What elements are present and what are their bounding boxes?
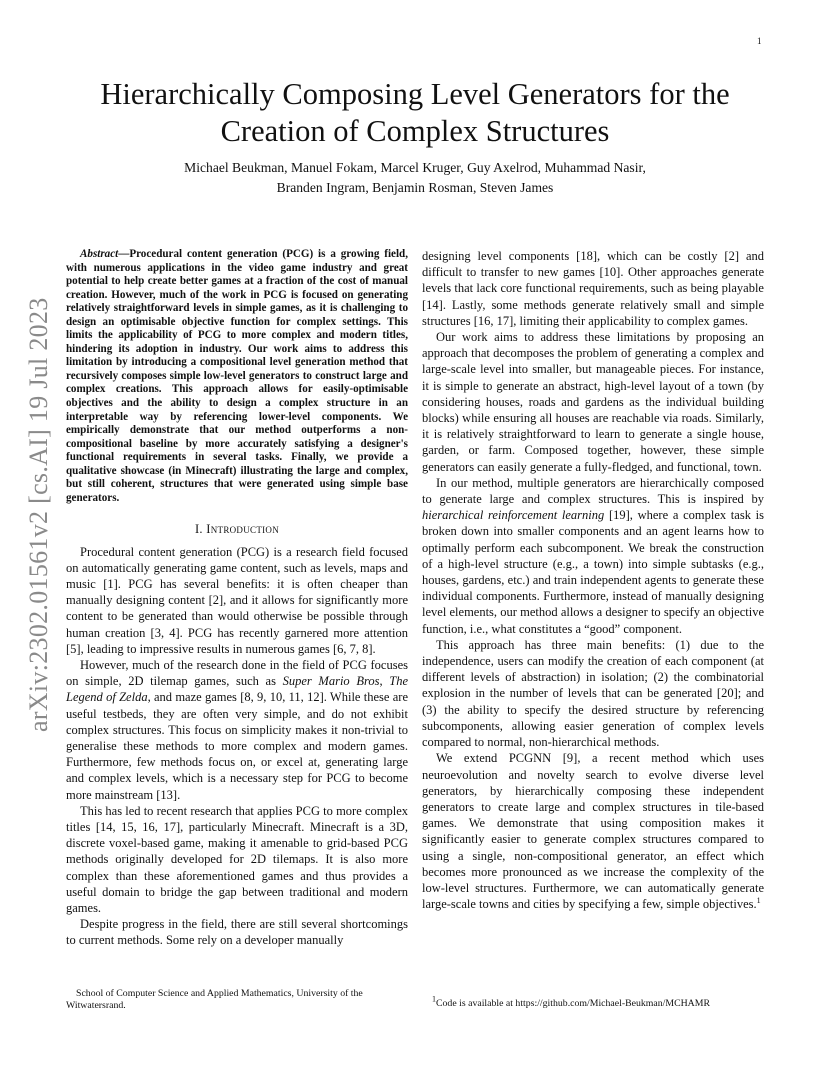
- intro-paragraph-1: Procedural content generation (PCG) is a research field focused on automatically generating game content, such as levels, maps and music [1]. PCG has several benefits: it is often cheaper than manually designing content [2], and it allows for significantly more content to be generated than would otherwise be possible through human creation [3, 4]. PCG has recently garnered more attention [5], leading to impressive results in numerous games [6, 7, 8].: [66, 544, 408, 656]
- author-line-2: Branden Ingram, Benjamin Rosman, Steven James: [276, 180, 554, 195]
- abstract-text: Procedural content generation (PCG) is a growing field, with numerous applications in the video game industry and great potential to help create better games at a fraction of the cost of manual creation. However, much of the work in PCG is focused on generating relatively straightforward levels in simple games, as it is challenging to design an optimisable objective function for complex settings. This limits the applicability of PCG to more complex and modern titles, hindering its adoption in industry. Our work aims to address this limitation by introducing a compositional level generation method that recursively composes simple low-level generators to construct large and complex creations. This approach allows for easily-optimisable objectives and the ability to design a complex structure in an interpretable way by referencing lower-level components. We empirically demonstrate that our method outperforms a non-compositional baseline by more accurately satisfying a designer's functional requirements in several tasks. Finally, we provide a qualitative showcase (in Minecraft) illustrating the large and complex, but still coherent, structures that were generated using simple base generators.: [66, 248, 408, 504]
- intro-r5-text: We extend PCGNN [9], a recent method which uses neuroevolution and novelty search to evolve diverse level generators, by hierarchically composing these independent generators to create large and complex structures in tile-based games. We demonstrate that using composition makes it significantly easier to generate complex structures compared to using a single, non-compositional generator, an effect which becomes more pronounced as we increase the complexity of the low-level structures. Furthermore, we can automatically generate large-scale towns and cities by specifying a few, simple objectives.: [422, 751, 764, 912]
- right-column: [422, 248, 764, 912]
- arxiv-identifier-stamp: arXiv:2302.01561v2 [cs.AI] 19 Jul 2023: [24, 297, 53, 732]
- intro-paragraph-4: Despite progress in the field, there are still several shortcomings to current methods. Some rely on a developer manually: [66, 917, 408, 948]
- game-title-mario: Super Mario Bros: [282, 674, 380, 689]
- intro-p2-before: However, much of the research done in the field of PCG focuses on simple, 2D tilemap games, such as: [66, 658, 408, 689]
- abstract: [66, 248, 408, 505]
- left-column: [66, 248, 408, 949]
- affiliation-footnote: School of Computer Science and Applied Mathematics, University of the Witwatersrand.: [66, 988, 363, 1011]
- intro-paragraph-4-continued: designing level components [18], which can be costly [2] and difficult to transfer to new games [10]. Other approaches generate levels that lack core functional requirements, such as being playable [14]. Lastly, some methods generate relatively small and simple structures [16, 17], limiting their applicability to complex games.: [422, 249, 764, 328]
- page-number: 1: [757, 36, 762, 46]
- footnote-marker: 1: [756, 895, 761, 905]
- intro-paragraph-8: [422, 750, 764, 912]
- title-line-1: Hierarchically Composing Level Generators for the: [100, 77, 730, 111]
- intro-paragraph-7: This approach has three main benefits: (1) due to the independence, users can modify the creation of each component (at different levels of abstraction) in isolation; (2) the combinatorial explosion in the number of levels that can be generated [20]; and (3) the ability to specify the desired structure by referencing subcomponents, allowing easier generation of complex levels compared to normal, non-hierarchical methods.: [422, 637, 764, 750]
- abstract-separator: —: [118, 248, 130, 260]
- intro-r3-after: [19], where a complex task is broken down into smaller components and an agent learns how to optimally perform each subcomponent. We break the construction of a high-level structure (e.g., a town) into simple subtasks (e.g., houses, gardens, etc.) and train independent agents to generate these individual components. Furthermore, instead of manually designing level elements, our method allows a designer to specify an objective function, i.e., what constitutes a “good” component.: [422, 508, 764, 636]
- game-title-zelda: The Legend of Zelda: [66, 674, 409, 705]
- intro-paragraph-5: Our work aims to address these limitations by proposing an approach that decomposes the problem of generating a complex and large-scale level into smaller, but manageable pieces. For instance, it is simple to generate an abstract, high-level layout of a town (by considering houses, roads and gardens as the individual building blocks) while ensuring all houses are reachable via roads. Similarly, it is relatively straightforward to learn to generate a single house, garden, or farm. Composed together, however, these simple generators can easily generate a fully-fledged, and functional, town.: [422, 330, 764, 474]
- section-heading-introduction: I. Introduction: [194, 522, 280, 537]
- code-footnote-text: Code is available at https://github.com/Michael-Beukman/MCHAMR: [436, 998, 711, 1009]
- title-line-2: Creation of Complex Structures: [220, 114, 610, 148]
- author-list: [80, 158, 750, 198]
- intro-paragraph-6: [422, 475, 764, 637]
- intro-p2-separator: ,: [379, 674, 390, 689]
- intro-p2-after: , and maze games [8, 9, 10, 11, 12]. While these are useful testbeds, they are often very simple, and do not exhibit complex structures. This focus on simplicity makes it non-trivial to generalise these methods to more complex and modern games. Furthermore, few methods focus on, or excel at, generating large and complex levels, which is a necessary step for PCG to become more mainstream [13].: [66, 690, 408, 802]
- code-footnote-marker: 1: [432, 994, 436, 1004]
- abstract-label: Abstract: [80, 248, 119, 260]
- paper-title: [60, 76, 770, 150]
- code-footnote: [422, 994, 764, 1010]
- intro-paragraph-3: This has led to recent research that applies PCG to more complex titles [14, 15, 16, 17], particularly Minecraft. Minecraft is a 3D, discrete voxel-based game, making it amenable to grid-based PCG methods originally developed for 2D tilemaps. It is also more complex than these aforementioned games and thus provides a useful domain to bridge the gap between traditional and modern games.: [66, 803, 408, 916]
- intro-r3-before: In our method, multiple generators are hierarchically composed to generate large and complex structures. This is inspired by: [422, 475, 764, 507]
- intro-paragraph-2: [66, 657, 408, 803]
- term-hierarchical-rl: hierarchical reinforcement learning: [422, 508, 605, 523]
- author-line-1: Michael Beukman, Manuel Fokam, Marcel Kruger, Guy Axelrod, Muhammad Nasir,: [184, 160, 646, 175]
